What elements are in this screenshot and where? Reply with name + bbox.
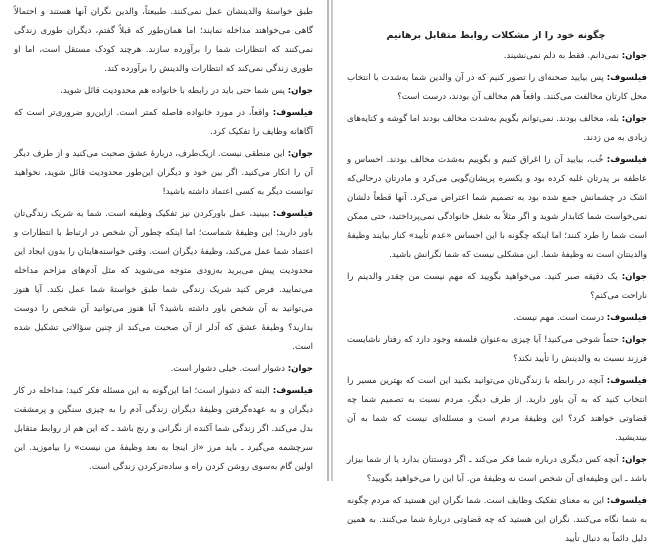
- paragraph: [14, 360, 313, 379]
- speaker-label: جوان:: [621, 455, 647, 465]
- speaker-label: جوان:: [287, 86, 313, 96]
- speaker-label: فیلسوف:: [272, 209, 313, 219]
- paragraph: [347, 372, 647, 448]
- speaker-label: جوان:: [621, 114, 647, 124]
- paragraph-text: این منطقی نیست. ازیک‌طرف، دربارهٔ عشق صحبت می‌کنید و از طرف دیگر آن را انکار می‌کنید. اگر بین خود و دیگران این‌طور محدودیت قائل شوید، نخواهید توانست دیگر به کسی اعتماد داشته باشید!: [14, 149, 313, 197]
- paragraph: [14, 104, 313, 142]
- paragraph: [347, 331, 647, 369]
- paragraph: [347, 268, 647, 306]
- paragraph-text: طبق خواستهٔ والدینشان عمل نمی‌کنند. طبیعتاً، والدین نگران آنها هستند و احتمالاً گاهی می‌خواهند مداخله نمایند؛ اما همان‌طور که قبلاً گفتم، دیگران طوری زندگی نمی‌کنند که انتظارات شما را برآورده سازند. هرچند کودک مستقل است، اما او طوری زندگی نمی‌کند که انتظارات والدینش را برآورده کند.: [14, 7, 313, 74]
- speaker-label: جوان:: [621, 51, 647, 61]
- paragraph: [14, 3, 313, 79]
- chapter-heading: چگونه خود را از مشکلات روابط متقابل برهانیم: [386, 30, 606, 41]
- speaker-label: جوان:: [287, 364, 313, 374]
- paragraph-text: آنچه در رابطه با زندگی‌تان می‌توانید بکنید این است که بهترین مسیر را انتخاب کنید که به آن باور دارید. از طرف دیگر، مردم نسبت به تصمیم شما چه قضاوتی خواهند کرد؟ این وظیفهٔ مردم است و مسئله‌ای نیست که شما به آن بیندیشید.: [347, 376, 647, 443]
- paragraph: [14, 145, 313, 202]
- speaker-label: جوان:: [621, 335, 647, 345]
- right-page-body: [347, 47, 647, 552]
- paragraph: [347, 309, 647, 328]
- paragraph: [14, 82, 313, 101]
- paragraph-text: این به معنای تفکیک وظایف است. شما نگران این هستید که مردم چگونه به شما نگاه می‌کنند. نگران این هستید که چه قضاوتی دربارهٔ شما می‌کنند. به همین دلیل دائماً به دنبال تأیید: [347, 496, 647, 544]
- paragraph: [347, 492, 647, 549]
- speaker-label: فیلسوف:: [606, 496, 647, 506]
- paragraph-text: یک دقیقه صبر کنید. می‌خواهید بگویید که مهم نیست من چقدر والدینم را ناراحت می‌کنم؟: [347, 272, 647, 301]
- paragraph-text: خُب، بیایید آن را اغراق کنیم و بگوییم به‌شدت مخالف بودند. احساس و عاطفه بر پدرتان غلبه کرده بود و یکسره پریشان‌گویی می‌کرد و مادرتان درحالی‌که اشک در چشمانش جمع شده بود به تصمیم شما اعتراض می‌کرد. آنها قطعاً دلشان نمی‌خواست شما کتابدار شوید و اگر مثلاً به شغل خانوادگی نمی‌پرداختید، حتی ممکن است شما را طرد کنند؛ اما اینکه چگونه با این احساس «عدم تأیید» کنار بیایند وظیفهٔ والدینتان است نه وظیفهٔ شما. این مشکلی نیست که شما نگرانش باشید.: [347, 155, 647, 260]
- paragraph-text: بله، مخالف بودند. نمی‌توانم بگویم به‌شدت مخالف بودند اما گوشه و کنایه‌های زیادی به من زدند.: [347, 114, 647, 143]
- speaker-label: فیلسوف:: [606, 73, 647, 83]
- paragraph-text: دشوار است. خیلی دشوار است.: [170, 364, 288, 374]
- paragraph: [14, 382, 313, 477]
- paragraph: [347, 69, 647, 107]
- paragraph-text: آنچه کس دیگری درباره شما فکر می‌کند ـ اگر دوستتان بدارد یا از شما بیزار باشد ـ این وظیفه‌ای آن شخص است نه وظیفهٔ من. آیا این را می‌خواهید بگویید؟: [347, 455, 647, 484]
- right-page: [331, 0, 659, 544]
- left-page-body: [14, 3, 313, 480]
- paragraph: [347, 110, 647, 148]
- paragraph-text: البته که دشوار است؛ اما این‌گونه به این مسئله فکر کنید: مداخله در کار دیگران و به عهده‌گرفتن وظیفهٔ دیگران زندگی آدم را به چیزی سنگین و پرمشقت بدل می‌کند. اگر زندگی شما آکنده از نگرانی و رنج باشد ـ که این هم از روابط متقابل سرچشمه می‌گیرد ـ باید مرز «از اینجا به بعد وظیفهٔ من نیست» را بیاموزید. این اولین گام به‌سوی روشن کردن راه و ساده‌ترکردن زندگی است.: [14, 386, 313, 472]
- paragraph: [347, 47, 647, 66]
- speaker-label: فیلسوف:: [606, 155, 647, 165]
- paragraph-text: نمی‌دانم. فقط به دلم نمی‌نشیند.: [503, 51, 622, 61]
- speaker-label: جوان:: [287, 149, 313, 159]
- paragraph-text: واقعاً، در مورد خانواده فاصله کمتر است. ازاین‌رو ضروری‌تر است که آگاهانه وظایف را تفکیک کرد.: [14, 108, 313, 137]
- paragraph-text: حتماً شوخی می‌کنید! آیا چیزی به‌عنوان فلسفه وجود دارد که رفتار ناشایست فرزند نسبت به والدینش را تأیید نکند؟: [347, 335, 647, 364]
- paragraph-text: ببینید، عمل باورکردن نیز تفکیک وظیفه است. شما به شریک زندگی‌تان باور دارید؛ این وظیفهٔ شماست؛ اما اینکه چطور آن شخص در ارتباط با انتظارات و اعتماد شما عمل می‌کند، وظیفهٔ دیگران است. وقتی خواسته‌هایتان را بدون ایجاد این محدودیت پیش می‌برید به‌زودی متوجه می‌شوید که مثل آدم‌های مزاحم مداخله می‌نمایید. فرض کنید شریک زندگی شما طبق خواستهٔ شما عمل نکند. آیا هنوز می‌توانید به آن شخص باور داشته باشید؟ آیا هنوز می‌توانید آن شخص را دوست بدارید؟ وظیفهٔ عشق که آدلر از آن صحبت می‌کند از چنین سؤالاتی تشکیل شده است.: [14, 209, 313, 352]
- paragraph: [14, 205, 313, 357]
- speaker-label: فیلسوف:: [272, 386, 313, 396]
- paragraph: [347, 151, 647, 265]
- speaker-label: فیلسوف:: [606, 376, 647, 386]
- paragraph-text: پس شما حتی باید در رابطه با خانواده هم محدودیت قائل شوید.: [60, 86, 288, 96]
- paragraph: [347, 451, 647, 489]
- paragraph-text: پس بیایید صحنه‌ای را تصور کنیم که در آن والدین شما به‌شدت با انتخاب محل کارتان مخالفت می‌کنند. واقعاً هم مخالف آن بودند، درست است؟: [347, 73, 647, 102]
- speaker-label: جوان:: [621, 272, 647, 282]
- speaker-label: فیلسوف:: [272, 108, 313, 118]
- speaker-label: فیلسوف:: [606, 313, 647, 323]
- left-page: [0, 0, 329, 481]
- paragraph-text: درست است. مهم نیست.: [513, 313, 607, 323]
